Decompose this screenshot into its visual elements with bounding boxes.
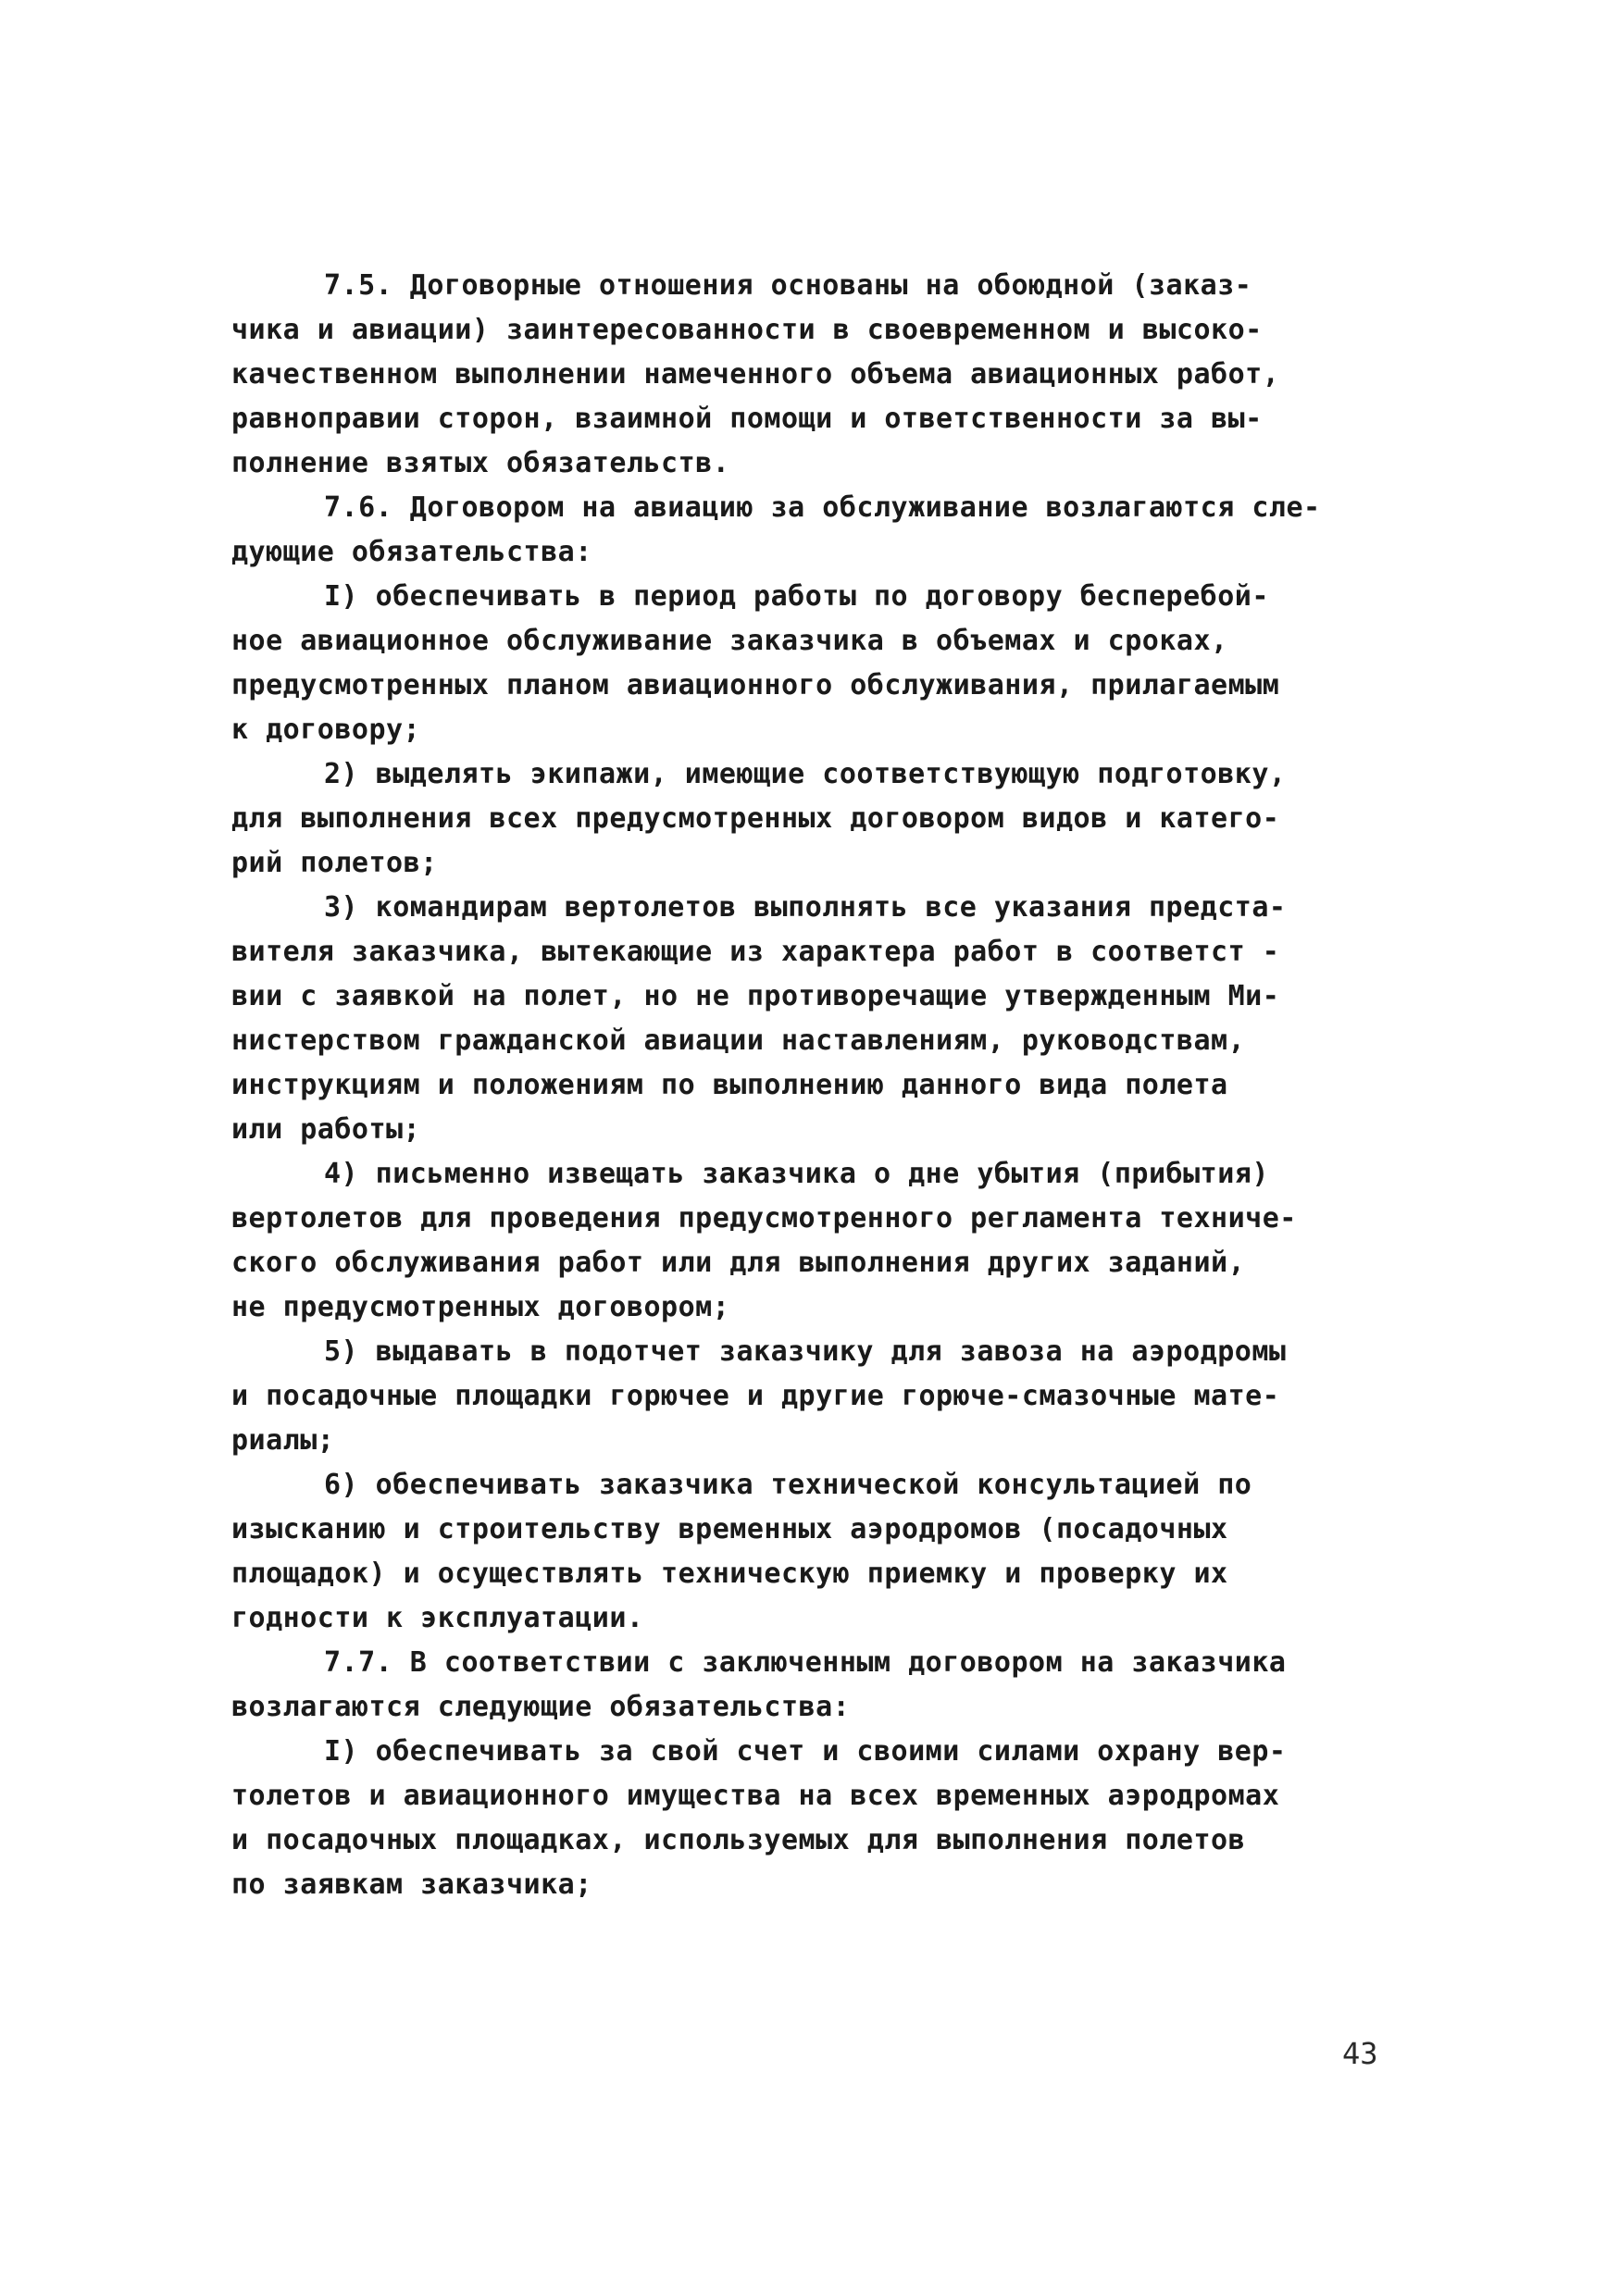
list-item-line: ное авиационное обслуживание заказчика в объемах и сроках, [231, 625, 1228, 657]
list-item-line: к договору; [231, 714, 421, 746]
list-item-line: I) обеспечивать в период работы по договору бесперебой- [324, 580, 1269, 613]
list-item-line: риалы; [231, 1424, 335, 1457]
list-item-line: 2) выделять экипажи, имеющие соответствующую подготовку, [324, 758, 1287, 790]
list-item-line: изысканию и строительству временных аэродромов (посадочных [231, 1513, 1228, 1545]
list-item-line: инструкциям и положениям по выполнению данного вида полета [231, 1069, 1228, 1101]
list-item-line: 4) письменно извещать заказчика о дне убытия (прибытия) [324, 1158, 1269, 1190]
list-item-line: и посадочных площадках, используемых для выполнения полетов [231, 1824, 1246, 1856]
body-text [231, 264, 1426, 1907]
list-item-line: 3) командирам вертолетов выполнять все указания предста- [324, 891, 1287, 924]
paragraph-line: 7.5. Договорные отношения основаны на обоюдной (заказ- [324, 269, 1252, 302]
paragraph-line: полнение взятых обязательств. [231, 447, 730, 479]
paragraph-line: 7.6. Договором на авиацию за обслуживание возлагаются сле- [324, 491, 1321, 524]
list-item-line: или работы; [231, 1113, 421, 1146]
paragraph-line: возлагаются следующие обязательства: [231, 1691, 851, 1723]
list-item-line: ского обслуживания работ или для выполнения других заданий, [231, 1247, 1246, 1279]
page-number: 43 [1342, 2036, 1378, 2071]
list-item-line: нистерством гражданской авиации наставлениям, руководствам, [231, 1024, 1246, 1057]
paragraph-line: качественном выполнении намеченного объема авиационных работ, [231, 358, 1280, 391]
list-item-line: предусмотренных планом авиационного обслуживания, прилагаемым [231, 669, 1280, 701]
list-item-line: вителя заказчика, вытекающие из характера работ в соответст - [231, 936, 1280, 968]
list-item-line: и посадочные площадки горючее и другие горюче-смазочные мате- [231, 1380, 1280, 1412]
paragraph-line: 7.7. В соответствии с заключенным договором на заказчика [324, 1646, 1287, 1679]
paragraph-line: чика и авиации) заинтересованности в своевременном и высоко- [231, 314, 1263, 346]
list-item-line: площадок) и осуществлять техническую приемку и проверку их [231, 1558, 1228, 1590]
list-item-line: 5) выдавать в подотчет заказчику для завоза на аэродромы [324, 1335, 1287, 1368]
list-item-line: годности к эксплуатации. [231, 1602, 644, 1634]
list-item-line: вии с заявкой на полет, но не противоречащие утвержденным Ми- [231, 980, 1280, 1012]
list-item-line: по заявкам заказчика; [231, 1868, 592, 1901]
paragraph-line: дующие обязательства: [231, 536, 592, 568]
list-item-line: вертолетов для проведения предусмотренного регламента техниче- [231, 1202, 1297, 1235]
list-item-line: толетов и авиационного имущества на всех временных аэродромах [231, 1780, 1280, 1812]
list-item-line: не предусмотренных договором; [231, 1291, 730, 1323]
paragraph-line: равноправии сторон, взаимной помощи и ответственности за вы- [231, 403, 1263, 435]
list-item-line: для выполнения всех предусмотренных договором видов и катего- [231, 802, 1280, 835]
list-item-line: 6) обеспечивать заказчика технической консультацией по [324, 1469, 1252, 1501]
list-item-line: рий полетов; [231, 847, 438, 879]
list-item-line: I) обеспечивать за свой счет и своими силами охрану вер- [324, 1735, 1287, 1768]
